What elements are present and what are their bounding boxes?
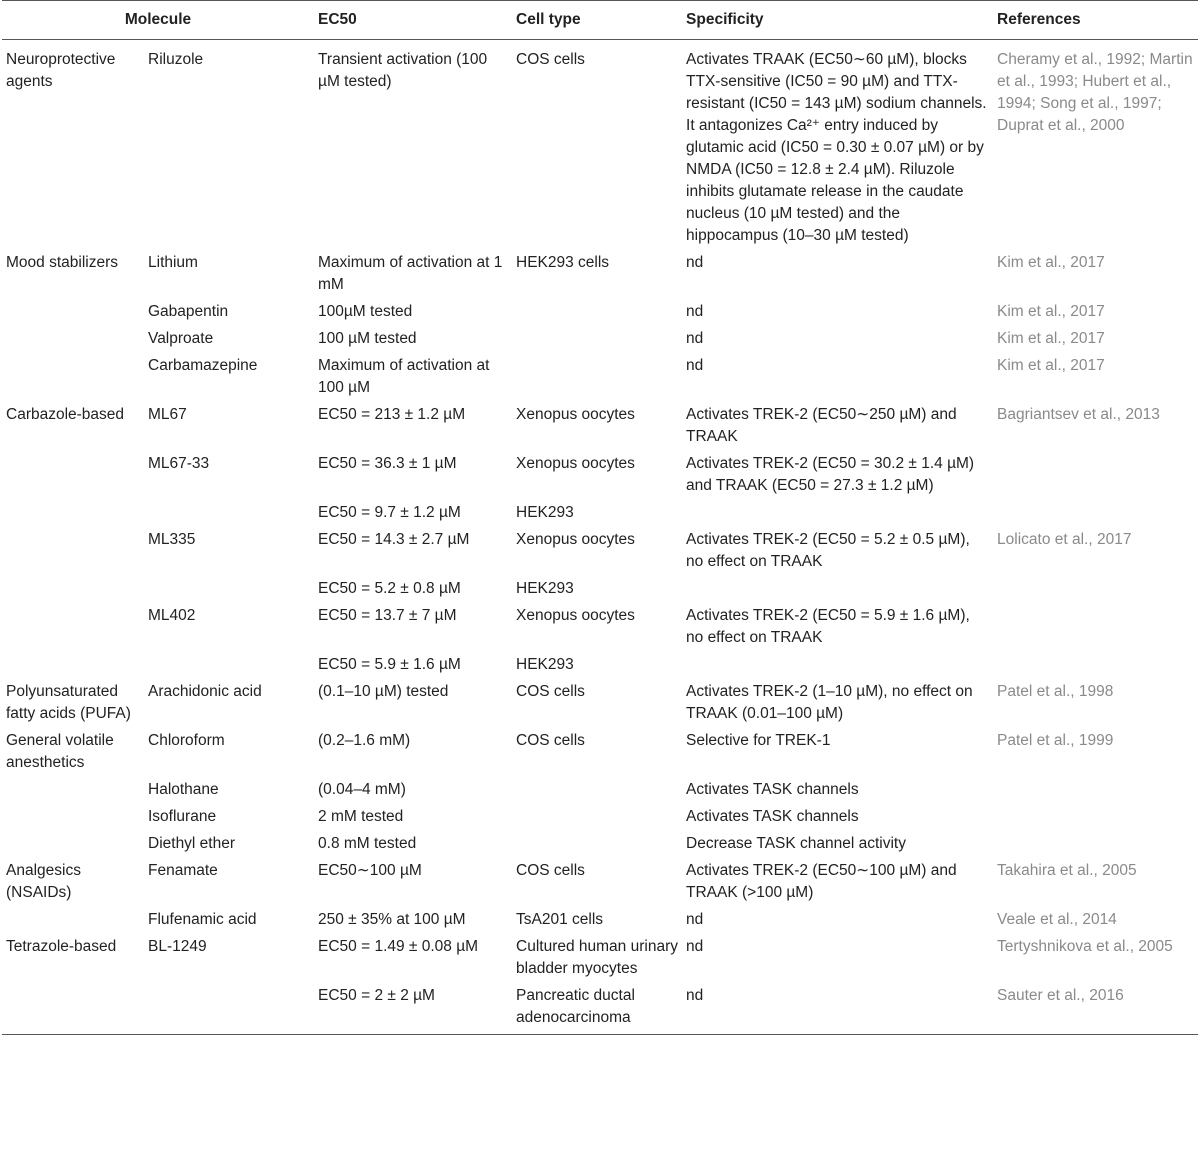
specificity-cell: Decrease TASK channel activity	[686, 835, 906, 852]
ec50-cell: 100 µM tested	[318, 330, 417, 347]
group-cell	[2, 451, 144, 500]
group-cell: Mood stabilizers	[6, 254, 118, 271]
ec50-cell: EC50 = 9.7 ± 1.2 µM	[318, 504, 461, 521]
specificity-cell: Selective for TREK-1	[686, 732, 831, 749]
molecule-cell: Lithium	[148, 254, 198, 271]
group-cell	[2, 652, 144, 679]
group-cell	[2, 777, 144, 804]
molecule-cell: Flufenamic acid	[148, 911, 257, 928]
table-row	[2, 402, 1198, 451]
specificity-cell: Activates TRAAK (EC50∼60 µM), blocks TTX-sensitive (IC50 = 90 µM) and TTX-resistant (IC50 = 143 µM) sodium channels. It antagonizes Ca²⁺ entry induced by glutamic acid (IC50 = 0.30 ± 0.07 µM) or by NMDA (IC50 = 12.8 ± 2.4 µM). Riluzole inhibits glutamate release in the caudate nucleus (10 µM tested) and the hippocampus (10–30 µM tested)	[686, 51, 987, 244]
cell-type-cell: Xenopus oocytes	[516, 531, 635, 548]
table-row	[2, 500, 1198, 527]
ec50-cell: Maximum of activation at 1 mM	[318, 254, 503, 293]
reference-cell: Kim et al., 2017	[997, 254, 1105, 271]
molecule-cell	[144, 983, 314, 1035]
reference-cell: Lolicato et al., 2017	[997, 531, 1132, 548]
cell-type-cell: Xenopus oocytes	[516, 455, 635, 472]
table-header	[2, 1, 1198, 40]
group-cell: Polyunsaturated fatty acids (PUFA)	[6, 683, 131, 722]
cell-type-cell: Pancreatic ductal adenocarcinoma	[516, 987, 635, 1026]
reference-cell: Cheramy et al., 1992; Martin et al., 1993; Hubert et al., 1994; Song et al., 1997; Duprat et al., 2000	[997, 51, 1193, 134]
specificity-cell: Activates TREK-2 (EC50 = 5.9 ± 1.6 µM), no effect on TRAAK	[686, 607, 970, 646]
specificity-cell: Activates TREK-2 (EC50∼100 µM) and TRAAK (>100 µM)	[686, 862, 957, 901]
group-cell: Tetrazole-based	[6, 938, 117, 955]
table-row	[2, 527, 1198, 576]
header-specificity: Specificity	[686, 11, 764, 28]
ec50-cell: EC50 = 1.49 ± 0.08 µM	[318, 938, 479, 955]
reference-cell	[993, 451, 1198, 500]
molecule-cell: ML67	[148, 406, 187, 423]
table-row	[2, 353, 1198, 402]
molecule-cell: Carbamazepine	[148, 357, 258, 374]
table-row	[2, 326, 1198, 353]
table-row	[2, 858, 1198, 907]
group-cell	[2, 576, 144, 603]
molecule-cell: ML67-33	[148, 455, 210, 472]
group-cell	[2, 500, 144, 527]
ec50-cell: (0.2–1.6 mM)	[318, 732, 411, 749]
specificity-cell	[682, 652, 993, 679]
reference-cell: Patel et al., 1998	[997, 683, 1114, 700]
cell-type-cell: COS cells	[516, 683, 585, 700]
ec50-cell: EC50 = 36.3 ± 1 µM	[318, 455, 457, 472]
reference-cell	[993, 576, 1198, 603]
table-row	[2, 603, 1198, 652]
header-row	[2, 1, 1198, 40]
table-row	[2, 652, 1198, 679]
cell-type-cell: Xenopus oocytes	[516, 406, 635, 423]
molecule-cell: Isoflurane	[148, 808, 217, 825]
specificity-cell	[682, 500, 993, 527]
reference-cell	[993, 831, 1198, 858]
group-cell	[2, 527, 144, 576]
ec50-cell: EC50 = 5.9 ± 1.6 µM	[318, 656, 461, 673]
specificity-cell: Activates TREK-2 (EC50 = 30.2 ± 1.4 µM) and TRAAK (EC50 = 27.3 ± 1.2 µM)	[686, 455, 975, 494]
specificity-cell: Activates TREK-2 (1–10 µM), no effect on TRAAK (0.01–100 µM)	[686, 683, 973, 722]
group-cell: Neuroprotective agents	[6, 51, 116, 90]
table-row	[2, 679, 1198, 728]
reference-cell: Takahira et al., 2005	[997, 862, 1137, 879]
table-row	[2, 728, 1198, 777]
group-cell: General volatile anesthetics	[6, 732, 114, 771]
table-row	[2, 299, 1198, 326]
specificity-cell	[682, 576, 993, 603]
ec50-cell: 0.8 mM tested	[318, 835, 417, 852]
ec50-cell: EC50 = 13.7 ± 7 µM	[318, 607, 457, 624]
specificity-cell: Activates TASK channels	[686, 781, 859, 798]
group-cell	[2, 983, 144, 1035]
ec50-cell: 100µM tested	[318, 303, 413, 320]
molecule-cell: Valproate	[148, 330, 214, 347]
group-cell	[2, 299, 144, 326]
reference-cell	[993, 500, 1198, 527]
reference-cell: Veale et al., 2014	[997, 911, 1117, 928]
group-cell	[2, 603, 144, 652]
molecule-table	[2, 0, 1198, 1035]
table-row	[2, 907, 1198, 934]
cell-type-cell	[512, 353, 682, 402]
cell-type-cell	[512, 804, 682, 831]
ec50-cell: 2 mM tested	[318, 808, 404, 825]
table-row	[2, 983, 1198, 1035]
cell-type-cell: HEK293	[516, 580, 574, 597]
specificity-cell: nd	[686, 987, 704, 1004]
molecule-cell: Gabapentin	[148, 303, 229, 320]
cell-type-cell	[512, 299, 682, 326]
molecule-cell: Arachidonic acid	[148, 683, 262, 700]
molecule-cell: Diethyl ether	[148, 835, 236, 852]
group-cell: Analgesics (NSAIDs)	[6, 862, 81, 901]
molecule-cell: ML335	[148, 531, 196, 548]
reference-cell	[993, 777, 1198, 804]
cell-type-cell: HEK293	[516, 504, 574, 521]
molecule-cell: Halothane	[148, 781, 219, 798]
cell-type-cell: Xenopus oocytes	[516, 607, 635, 624]
reference-cell	[993, 804, 1198, 831]
ec50-cell: (0.04–4 mM)	[318, 781, 406, 798]
cell-type-cell: COS cells	[516, 732, 585, 749]
specificity-cell: nd	[686, 330, 704, 347]
table-row	[2, 250, 1198, 299]
reference-cell	[993, 603, 1198, 652]
table-row	[2, 934, 1198, 983]
molecule-cell: ML402	[148, 607, 196, 624]
table-row	[2, 831, 1198, 858]
cell-type-cell: TsA201 cells	[516, 911, 604, 928]
table-row	[2, 777, 1198, 804]
ec50-cell: (0.1–10 µM) tested	[318, 683, 449, 700]
specificity-cell: nd	[686, 357, 704, 374]
ec50-cell: EC50∼100 µM	[318, 862, 422, 879]
specificity-cell: nd	[686, 938, 704, 955]
table-body	[2, 40, 1198, 1035]
ec50-cell: EC50 = 14.3 ± 2.7 µM	[318, 531, 470, 548]
reference-cell: Patel et al., 1999	[997, 732, 1114, 749]
header-references: References	[997, 11, 1081, 28]
header-cell-type: Cell type	[516, 11, 581, 28]
cell-type-cell: HEK293 cells	[516, 254, 610, 271]
cell-type-cell: COS cells	[516, 862, 585, 879]
table-row	[2, 40, 1198, 251]
specificity-cell: nd	[686, 303, 704, 320]
molecule-cell: Riluzole	[148, 51, 204, 68]
cell-type-cell: Cultured human urinary bladder myocytes	[516, 938, 678, 977]
reference-cell: Bagriantsev et al., 2013	[997, 406, 1160, 423]
molecule-cell	[144, 500, 314, 527]
cell-type-cell	[512, 326, 682, 353]
cell-type-cell	[512, 831, 682, 858]
group-cell	[2, 804, 144, 831]
reference-cell: Kim et al., 2017	[997, 357, 1105, 374]
table-row	[2, 451, 1198, 500]
cell-type-cell	[512, 777, 682, 804]
reference-cell: Kim et al., 2017	[997, 330, 1105, 347]
ec50-cell: EC50 = 213 ± 1.2 µM	[318, 406, 466, 423]
reference-cell: Sauter et al., 2016	[997, 987, 1124, 1004]
group-cell: Carbazole-based	[6, 406, 125, 423]
cell-type-cell: HEK293	[516, 656, 574, 673]
reference-cell: Kim et al., 2017	[997, 303, 1105, 320]
group-cell	[2, 353, 144, 402]
group-cell	[2, 326, 144, 353]
specificity-cell: Activates TREK-2 (EC50 = 5.2 ± 0.5 µM), no effect on TRAAK	[686, 531, 970, 570]
specificity-cell: Activates TREK-2 (EC50∼250 µM) and TRAAK	[686, 406, 957, 445]
ec50-cell: Maximum of activation at 100 µM	[318, 357, 490, 396]
molecule-cell: Chloroform	[148, 732, 225, 749]
specificity-cell: nd	[686, 911, 704, 928]
molecule-cell	[144, 652, 314, 679]
specificity-cell: Activates TASK channels	[686, 808, 859, 825]
table-row	[2, 804, 1198, 831]
reference-cell	[993, 652, 1198, 679]
table-row	[2, 576, 1198, 603]
cell-type-cell: COS cells	[516, 51, 585, 68]
molecule-cell	[144, 576, 314, 603]
group-cell	[2, 907, 144, 934]
header-molecule: Molecule	[124, 11, 192, 28]
ec50-cell: 250 ± 35% at 100 µM	[318, 911, 466, 928]
molecule-cell: BL-1249	[148, 938, 207, 955]
ec50-cell: EC50 = 5.2 ± 0.8 µM	[318, 580, 461, 597]
molecule-cell: Fenamate	[148, 862, 218, 879]
group-cell	[2, 831, 144, 858]
ec50-cell: Transient activation (100 µM tested)	[318, 51, 488, 90]
specificity-cell: nd	[686, 254, 704, 271]
reference-cell: Tertyshnikova et al., 2005	[997, 938, 1173, 955]
ec50-cell: EC50 = 2 ± 2 µM	[318, 987, 435, 1004]
header-ec50: EC50	[318, 11, 357, 28]
